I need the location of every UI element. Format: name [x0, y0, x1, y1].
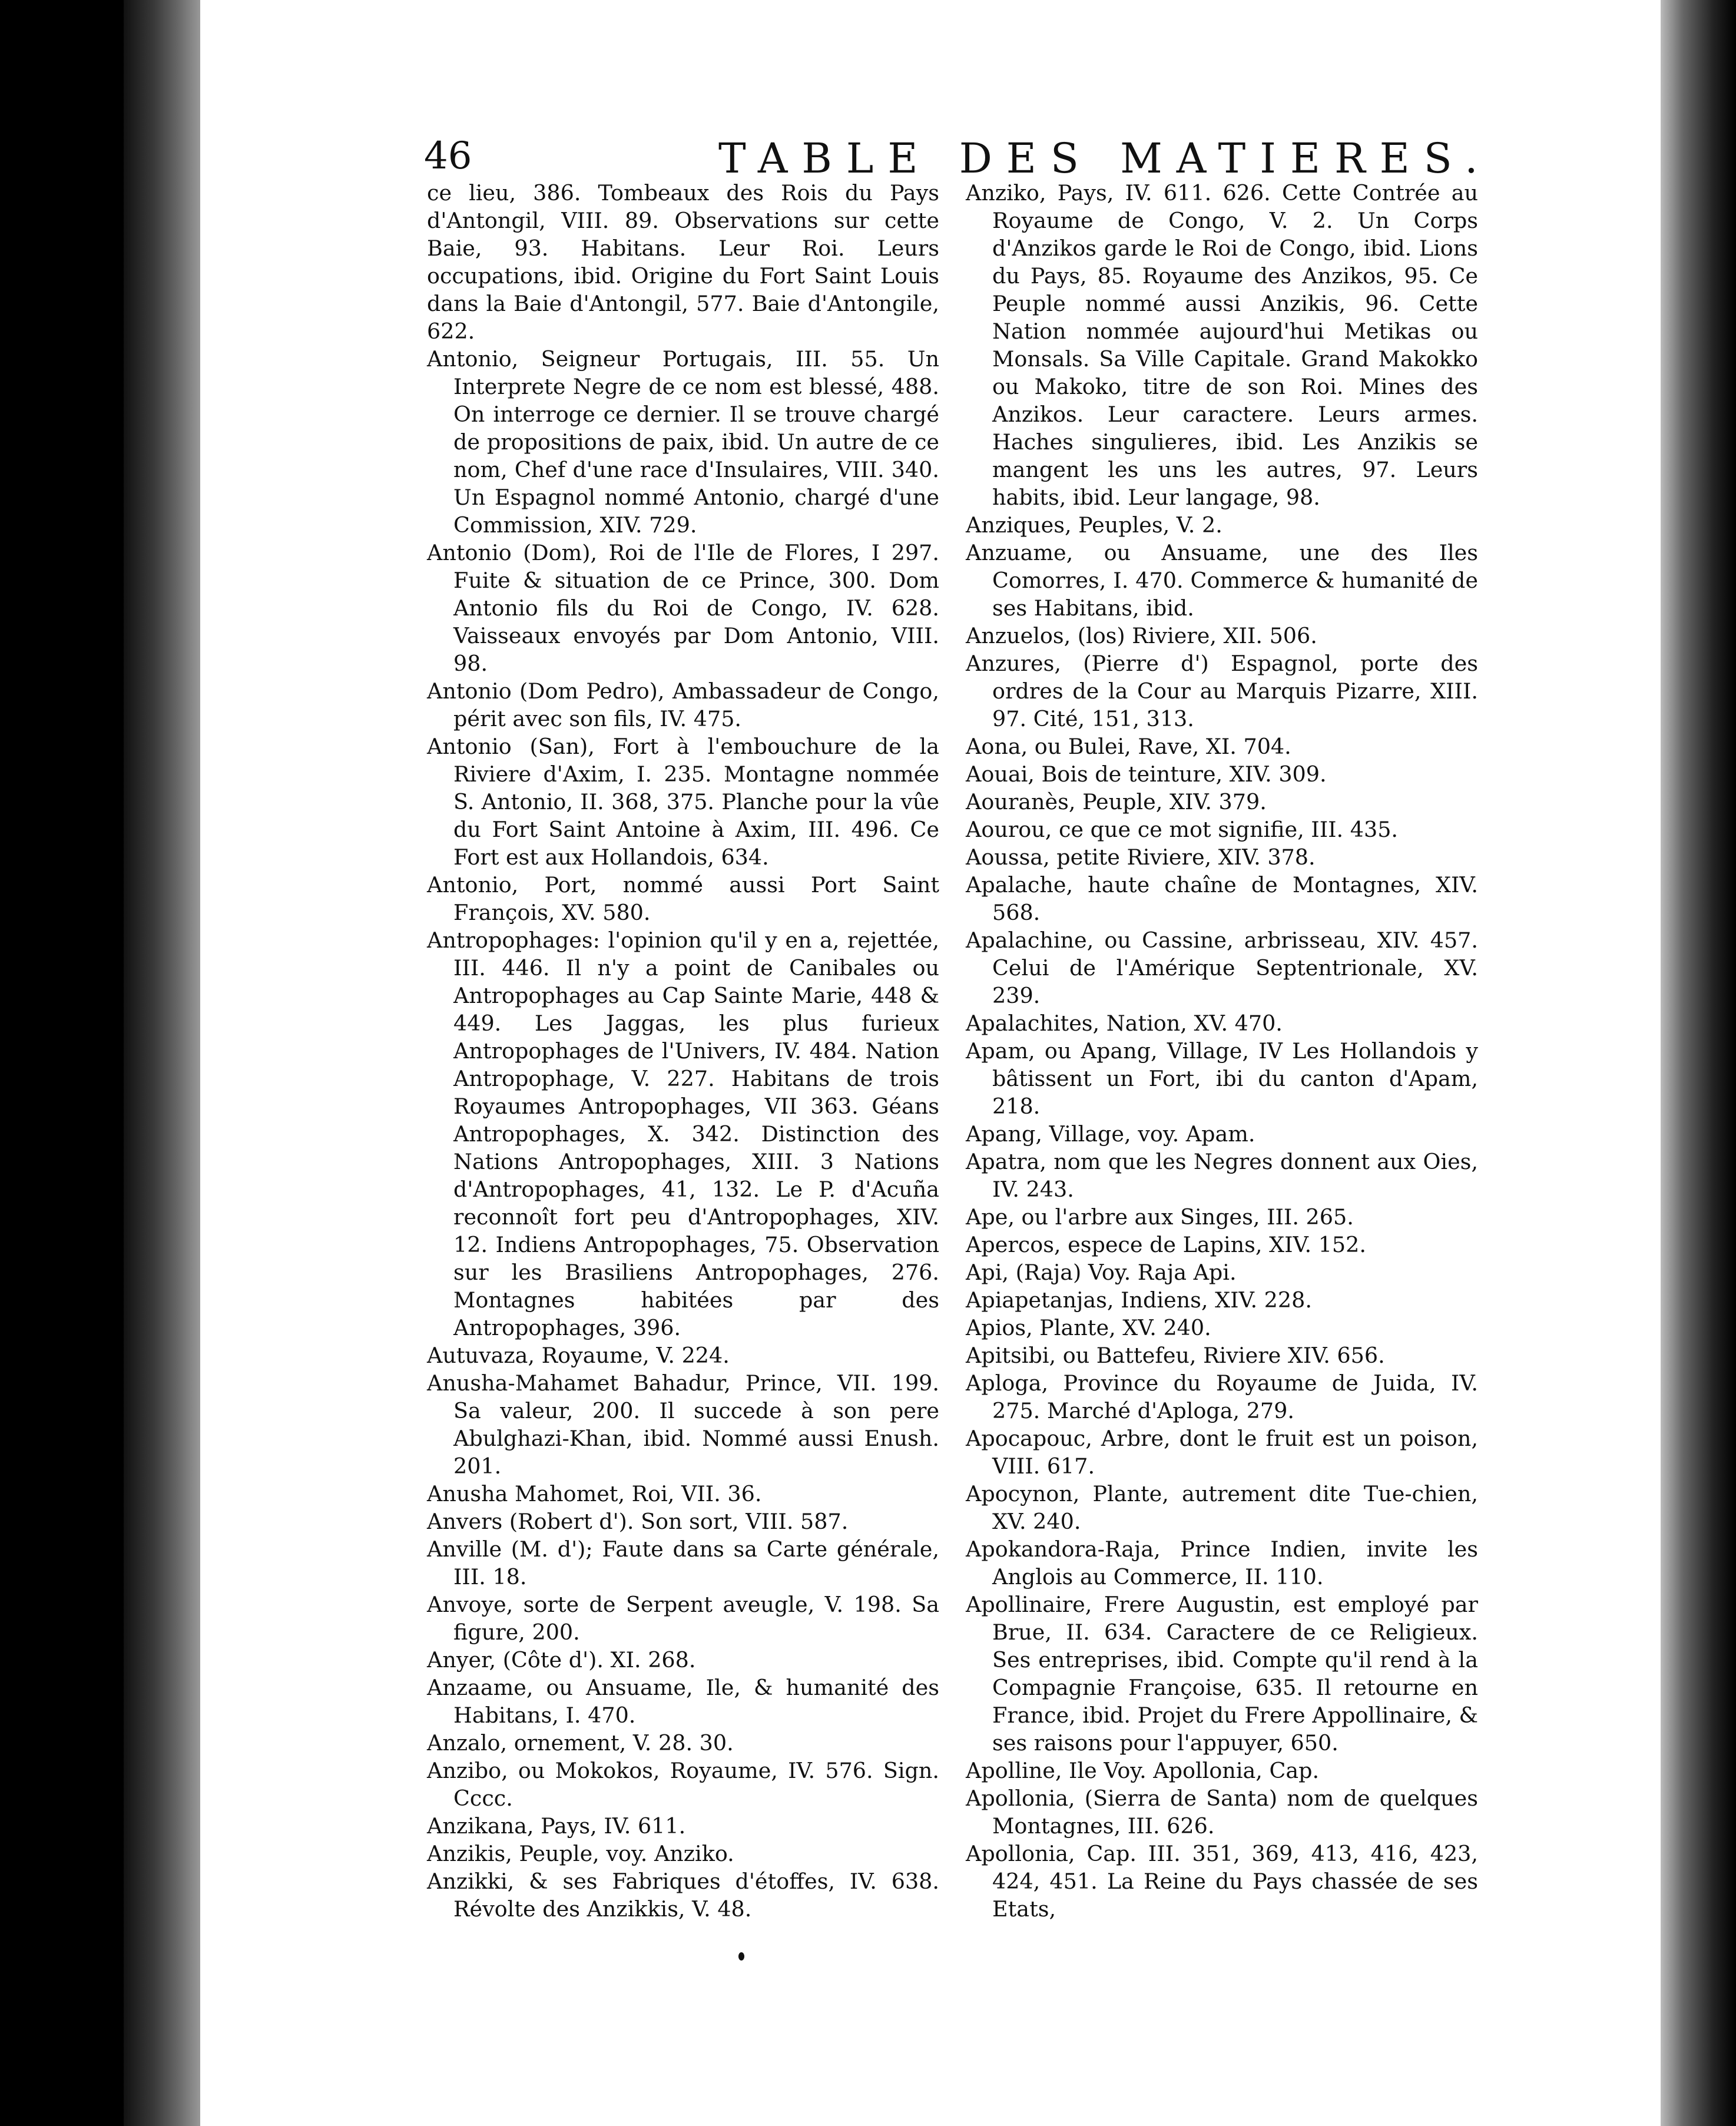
index-entry: Aona, ou Bulei, Rave, XI. 704. [966, 734, 1291, 759]
index-entry: Autuvaza, Royaume, V. 224. [427, 1343, 730, 1368]
index-entry: Apang, Village, voy. Apam. [966, 1121, 1255, 1147]
index-entry: Aouranès, Peuple, XIV. 379. [966, 789, 1267, 814]
index-entry: Antropophages: l'opinion qu'il y en a, rejettée, III. 446. Il n'y a point de Canibales ou Antropophages au Cap Sainte Marie, 448 & 449. Les Jaggas, les plus furieux Antropophages de l'Univers, IV. 484. Nation Antropophage, V. 227. Habitans de trois Royaumes Antropophages, VII 363. Géans Antropophages, X. 342. Distinction des Nations Antropophages, XIII. 3 Nations d'Antropophages, 41, 132. Le P. d'Acuña reconnoît fort peu d'Antropophages, XIV. 12. Indiens Antropophages, 75. Observation sur les Brasiliens Antropophages, 276. Montagnes habitées par des Antropophages, 396. [427, 928, 939, 1340]
index-entry: Apam, ou Apang, Village, IV Les Hollandois y bâtissent un Fort, ibi du canton d'Apam, 218. [966, 1038, 1478, 1119]
index-entry: Anziques, Peuples, V. 2. [966, 512, 1223, 538]
index-entry: Aploga, Province du Royaume de Juida, IV. 275. Marché d'Aploga, 279. [966, 1370, 1478, 1423]
index-column-left [427, 179, 939, 1923]
index-entry: Anzikis, Peuple, voy. Anziko. [427, 1841, 734, 1866]
index-entry: Aoussa, petite Riviere, XIV. 378. [966, 845, 1316, 870]
index-entry: Apios, Plante, XV. 240. [966, 1315, 1211, 1340]
index-entry: Antonio (Dom), Roi de l'Ile de Flores, I 297. Fuite & situation de ce Prince, 300. Dom Antonio fils du Roi de Congo, IV. 628. Vaisseaux envoyés par Dom Antonio, VIII. 98. [427, 540, 939, 676]
index-entry: Apollonia, (Sierra de Santa) nom de quelques Montagnes, III. 626. [966, 1786, 1478, 1839]
index-entry: Apatra, nom que les Negres donnent aux Oies, IV. 243. [966, 1149, 1478, 1202]
index-entry: Antonio, Port, nommé aussi Port Saint François, XV. 580. [427, 872, 939, 925]
index-entry: Ape, ou l'arbre aux Singes, III. 265. [966, 1204, 1354, 1230]
index-entry: Anzibo, ou Mokokos, Royaume, IV. 576. Sign. Cccc. [427, 1758, 939, 1811]
index-entry: Apalache, haute chaîne de Montagnes, XIV. 568. [966, 872, 1478, 925]
index-entry: Apocynon, Plante, autrement dite Tue-chien, XV. 240. [966, 1481, 1478, 1534]
index-entry: Anzuame, ou Ansuame, une des Iles Comorres, I. 470. Commerce & humanité de ses Habitans, ibid. [966, 540, 1478, 621]
index-entry: Anzaame, ou Ansuame, Ile, & humanité des Habitans, I. 470. [427, 1675, 939, 1728]
ink-dot [738, 1952, 744, 1961]
index-entry: Anville (M. d'); Faute dans sa Carte générale, III. 18. [427, 1536, 939, 1589]
index-entry: Anzikana, Pays, IV. 611. [427, 1813, 686, 1839]
index-entry: Antonio (Dom Pedro), Ambassadeur de Congo, périt avec son fils, IV. 475. [427, 678, 939, 731]
index-entry: Apollinaire, Frere Augustin, est employé par Brue, II. 634. Caractere de ce Religieux. Ses entreprises, ibid. Compte qu'il rend à la Compagnie Françoise, 635. Il retourne en France, ibid. Projet du Frere Appollinaire, & ses raisons pour l'appuyer, 650. [966, 1592, 1479, 1756]
index-entry: Anvers (Robert d'). Son sort, VIII. 587. [427, 1509, 849, 1534]
index-entry: Antonio (San), Fort à l'embouchure de la Riviere d'Axim, I. 235. Montagne nommée S. Antonio, II. 368, 375. Planche pour la vûe du Fort Saint Antoine à Axim, III. 496. Ce Fort est aux Hollandois, 634. [427, 734, 939, 870]
index-entry: Anusha-Mahamet Bahadur, Prince, VII. 199. Sa valeur, 200. Il succede à son pere Abulghazi-Khan, ibid. Nommé aussi Enush. 201. [427, 1370, 939, 1479]
index-entry: Anzalo, ornement, V. 28. 30. [427, 1730, 734, 1756]
index-entry: Apocapouc, Arbre, dont le fruit est un poison, VIII. 617. [966, 1426, 1478, 1479]
index-entry: Anzures, (Pierre d') Espagnol, porte des ordres de la Cour au Marquis Pizarre, XIII. 97. Cité, 151, 313. [966, 651, 1478, 731]
index-entry: Api, (Raja) Voy. Raja Api. [966, 1260, 1237, 1285]
index-entry: ce lieu, 386. Tombeaux des Rois du Pays d'Antongil, VIII. 89. Observations sur cette Baie, 93. Habitans. Leur Roi. Leurs occupations, ibid. Origine du Fort Saint Louis dans la Baie d'Antongil, 577. Baie d'Antongile, 622. [427, 180, 939, 344]
index-entry: Apokandora-Raja, Prince Indien, invite les Anglois au Commerce, II. 110. [966, 1536, 1478, 1589]
index-entry: Anvoye, sorte de Serpent aveugle, V. 198. Sa figure, 200. [427, 1592, 939, 1645]
index-entry: Antonio, Seigneur Portugais, III. 55. Un Interprete Negre de ce nom est blessé, 488. On interroge ce dernier. Il se trouve chargé de propositions de paix, ibid. Un autre de ce nom, Chef d'une race d'Insulaires, VIII. 340. Un Espagnol nommé Antonio, chargé d'une Commission, XIV. 729. [427, 346, 939, 538]
index-entry: Apalachine, ou Cassine, arbrisseau, XIV. 457. Celui de l'Amérique Septentrionale, XV. 239. [966, 928, 1478, 1008]
index-entry: Anusha Mahomet, Roi, VII. 36. [427, 1481, 762, 1506]
index-entry: Apollonia, Cap. III. 351, 369, 413, 416, 423, 424, 451. La Reine du Pays chassée de ses Etats, [966, 1841, 1478, 1922]
index-entry: Anyer, (Côte d'). XI. 268. [427, 1647, 696, 1673]
index-entry: Apalachites, Nation, XV. 470. [966, 1011, 1283, 1036]
index-entry: Apercos, espece de Lapins, XIV. 152. [966, 1232, 1366, 1257]
index-entry: Aouai, Bois de teinture, XIV. 309. [966, 761, 1327, 787]
index-entry: Apolline, Ile Voy. Apollonia, Cap. [966, 1758, 1320, 1783]
index-entry: Apiapetanjas, Indiens, XIV. 228. [966, 1287, 1312, 1313]
index-entry: Anziko, Pays, IV. 611. 626. Cette Contrée au Royaume de Congo, V. 2. Un Corps d'Anzikos garde le Roi de Congo, ibid. Lions du Pays, 85. Royaume des Anzikos, 95. Ce Peuple nommé aussi Anzikis, 96. Cette Nation nommée aujourd'hui Metikas ou Monsals. Sa Ville Capitale. Grand Makokko ou Makoko, titre de son Roi. Mines des Anzikos. Leur caractere. Leurs armes. Haches singulieres, ibid. Les Anzikis se mangent les uns les autres, 97. Leurs habits, ibid. Leur langage, 98. [966, 180, 1478, 510]
index-column-right [966, 179, 1478, 1923]
index-entry: Anzikki, & ses Fabriques d'étoffes, IV. 638. Révolte des Anzikkis, V. 48. [427, 1869, 939, 1922]
index-entry: Aourou, ce que ce mot signifie, III. 435. [966, 817, 1399, 842]
page-stack-edge [1661, 0, 1736, 2126]
index-entry: Anzuelos, (los) Riviere, XII. 506. [966, 623, 1317, 648]
running-title: TABLE DES MATIERES. [718, 134, 1492, 183]
index-entry: Apitsibi, ou Battefeu, Riviere XIV. 656. [966, 1343, 1385, 1368]
page-number: 46 [424, 134, 472, 178]
book-binding-edge [124, 0, 200, 2126]
